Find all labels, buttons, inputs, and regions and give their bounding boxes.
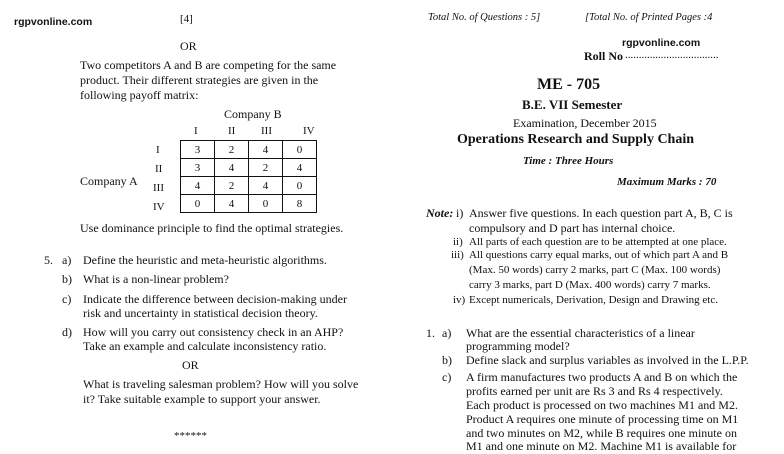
or-separator-top: OR (180, 39, 197, 53)
note-label-item: i) (456, 206, 464, 220)
q5c-text-line-1: Indicate the difference between decision-making under (83, 292, 347, 306)
maximum-marks: Maximum Marks : 70 (617, 176, 717, 188)
q1a-line-2: programming model? (466, 339, 570, 353)
note-ii-line-1: All parts of each question are to be attempted at one place. (469, 236, 727, 248)
matrix-cell: 4 (181, 177, 215, 195)
matrix-col-header: III (261, 125, 272, 137)
subject-title: Operations Research and Supply Chain (457, 132, 695, 147)
q5a-text: Define the heuristic and meta-heuristic algorithms. (83, 253, 327, 267)
matrix-cell: 0 (283, 177, 317, 195)
matrix-col-title: Company B (224, 107, 282, 121)
semester: B.E. VII Semester (522, 97, 623, 112)
q1b-line-1: Define slack and surplus variables as involved in the L.P.P. (466, 353, 749, 367)
q5c-text-line-2: risk and uncertainty in statistical decision theory. (83, 306, 318, 320)
q1c-line-3: Each product is processed on two machines M1 and M2. (466, 398, 738, 412)
matrix-cell: 4 (215, 195, 249, 213)
table-row (181, 159, 317, 177)
note-label: Note: (426, 206, 454, 220)
roll-number-label: Roll No (584, 49, 623, 63)
matrix-cell: 8 (283, 195, 317, 213)
matrix-col-header: II (228, 125, 236, 137)
left-page-number: [4] (180, 13, 193, 25)
matrix-cell: 4 (249, 177, 283, 195)
note-i-line-1: Answer five questions. In each question part A, B, C is (469, 206, 733, 220)
question-5-number: 5. (44, 253, 53, 267)
q1-part-label: c) (442, 370, 452, 384)
table-row (181, 141, 317, 159)
matrix-row-header: II (155, 163, 163, 175)
matrix-cell: 3 (181, 141, 215, 159)
note-iv-line-1: Except numericals, Derivation, Design and Drawing etc. (469, 294, 718, 306)
q5-part-label: c) (62, 292, 72, 306)
examination-date: Examination, December 2015 (513, 116, 657, 130)
exam-duration: Time : Three Hours (523, 155, 614, 167)
note-iii-line-3: carry 3 marks, part D (Max. 400 words) carry 7 marks. (469, 279, 711, 291)
q5-alt-line-1: What is traveling salesman problem? How will you solve (83, 377, 359, 391)
end-of-paper-mark: ****** (174, 430, 207, 442)
total-questions-header: Total No. of Questions : 5] (428, 12, 541, 23)
paper-code: ME - 705 (537, 76, 601, 93)
matrix-cell: 4 (215, 159, 249, 177)
q5d-text-line-1: How will you carry out consistency check in an AHP? (83, 325, 344, 339)
q1-part-label: b) (442, 353, 452, 367)
note-i-line-2: compulsory and D part has internal choice. (469, 221, 676, 235)
matrix-row-title: Company A (80, 174, 138, 188)
q5b-text: What is a non-linear problem? (83, 272, 229, 286)
matrix-cell: 2 (215, 177, 249, 195)
table-row (181, 177, 317, 195)
matrix-row-header: III (153, 182, 164, 194)
matrix-row-header: I (156, 144, 160, 156)
q1c-line-1: A firm manufactures two products A and B on which the (466, 370, 738, 384)
intro-line-2: product. Their different strategies are given in the (80, 73, 319, 87)
note-label-item: ii) (453, 236, 463, 248)
matrix-cell: 0 (249, 195, 283, 213)
right-site-url: rgpvonline.com (622, 37, 701, 49)
q5-alt-line-2: it? Take suitable example to support your answer. (83, 392, 321, 406)
note-label-item: iii) (451, 249, 464, 261)
intro-line-1: Two competitors A and B are competing for the same (80, 58, 337, 72)
q1-part-label: a) (442, 326, 452, 340)
matrix-cell: 2 (249, 159, 283, 177)
q1c-line-4: Product A requires one minute of processing time on M1 (466, 412, 739, 426)
or-separator-q5: OR (182, 358, 199, 372)
q1c-line-5: and two minutes on M2, while B requires one minute on (466, 426, 737, 440)
q5d-text-line-2: Take an example and calculate inconsistency ratio. (83, 339, 327, 353)
matrix-row-header: IV (153, 201, 165, 213)
matrix-cell: 0 (283, 141, 317, 159)
question-1-number: 1. (426, 326, 435, 340)
matrix-cell: 0 (181, 195, 215, 213)
payoff-matrix (180, 140, 317, 213)
q5-part-label: d) (62, 325, 72, 339)
q1a-line-1: What are the essential characteristics of a linear (466, 326, 695, 340)
left-site-url: rgpvonline.com (14, 16, 93, 28)
note-label-item: iv) (453, 294, 466, 306)
q1c-line-6: M1 and one minute on M2. Machine M1 is available for (466, 439, 737, 453)
q5-part-label: b) (62, 272, 72, 286)
note-iii-line-1: All questions carry equal marks, out of which part A and B (469, 249, 729, 261)
matrix-cell: 2 (215, 141, 249, 159)
dominance-instruction: Use dominance principle to find the optimal strategies. (80, 221, 344, 235)
matrix-cell: 4 (283, 159, 317, 177)
total-pages-header: [Total No. of Printed Pages :4 (585, 12, 713, 23)
roll-number-blank: .................................. (625, 49, 719, 61)
matrix-col-header: I (194, 125, 198, 137)
q1c-line-2: profits earned per unit are Rs 3 and Rs 4 respectively. (466, 384, 723, 398)
matrix-cell: 3 (181, 159, 215, 177)
intro-line-3: following payoff matrix: (80, 88, 199, 102)
table-row (181, 195, 317, 213)
matrix-cell: 4 (249, 141, 283, 159)
q5-part-label: a) (62, 253, 72, 267)
note-iii-line-2: (Max. 50 words) carry 2 marks, part C (Max. 100 words) (469, 264, 721, 276)
matrix-col-header: IV (303, 125, 315, 137)
